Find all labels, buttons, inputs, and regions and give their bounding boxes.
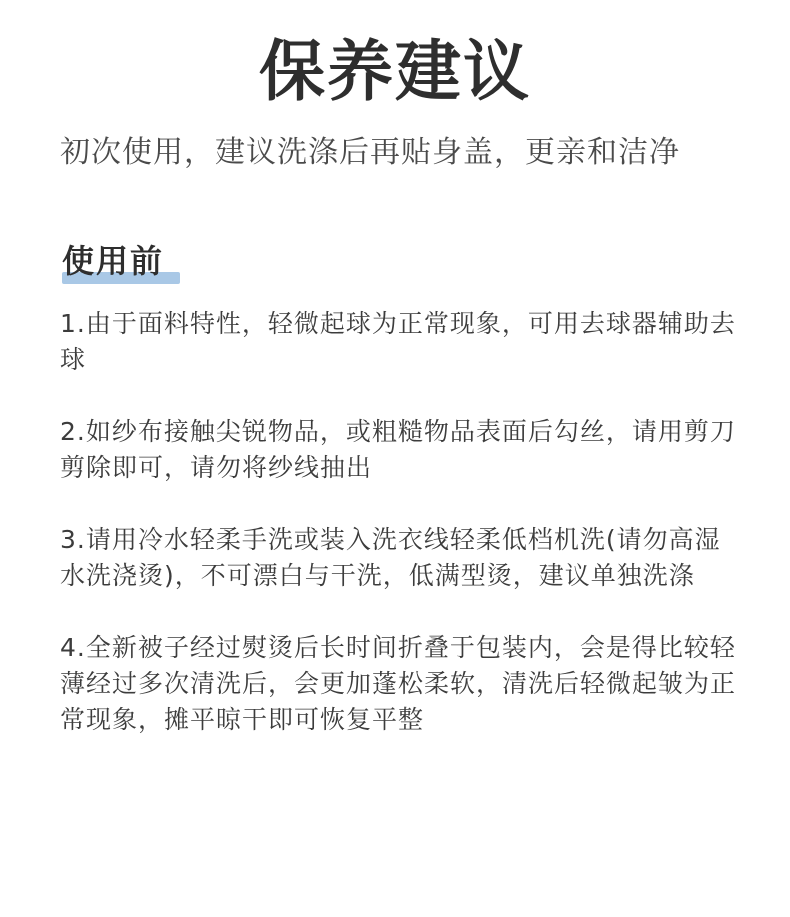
- page-subtitle: 初次使用，建议洗涤后再贴身盖，更亲和洁净: [60, 135, 680, 170]
- page-title: 保养建议: [259, 33, 531, 110]
- care-instruction-item: 1.由于面料特性，轻微起球为正常现象，可用去球器辅助去球: [60, 309, 736, 374]
- care-instruction-item: 3.请用冷水轻柔手洗或装入洗衣线轻柔低档机洗(请勿高湿水洗浇烫)，不可漂白与干洗，低满型烫，建议单独洗涤: [60, 525, 721, 590]
- section-heading: [62, 238, 164, 288]
- care-instruction-item: 4.全新被子经过熨烫后长时间折叠于包装内，会是得比较轻薄经过多次清洗后，会更加蓬松柔软，清洗后轻微起皱为正常现象，摊平晾干即可恢复平整: [60, 633, 737, 734]
- care-instruction-item: 2.如纱布接触尖锐物品，或粗糙物品表面后勾丝，请用剪刀剪除即可，请勿将纱线抽出: [60, 417, 736, 482]
- section-heading-text: 使用前: [62, 242, 165, 280]
- care-instructions-list: [60, 306, 740, 774]
